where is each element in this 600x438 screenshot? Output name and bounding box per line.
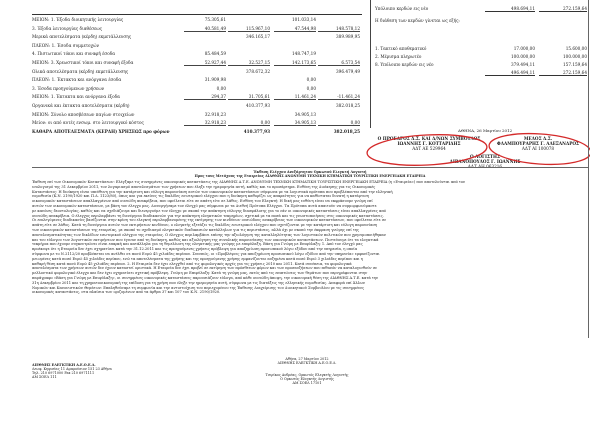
report-line: με κανόνες δεοντολογίας, καθώς και να σχεδιάζουμε και διενεργούμε τον έλεγχο με σκοπό την απόκτηση εύλογης διασφάλισης για το εάν οι οικονομικές καταστάσεις είναι απαλλαγμένες από xyxy=(32,208,386,213)
report-line: Νομικών και Κανονιστικών Θεμάτων: Επαληθεύσαμε τη συμφωνία και την αντιστοίχιση του περιεχομένου της Έκθεσης Διαχείρισης του Διοικητικού Συμβουλίου με τις συνημμένες xyxy=(32,285,365,290)
signer-id: ΑΔΤ ΑΕ 529964 xyxy=(412,146,446,151)
row-value: 148.578,12 xyxy=(318,26,360,32)
row-value: 272.159,64 xyxy=(539,6,587,12)
report-subtitle: Προς τους Μετόχους της Εταιρείας ΔΙΑΘΝΗΣ ΑΝΩΝΥΜΗ ΤΕΧΝΙΚΗ ΚΤΗΜΑΤΙΚΗ ΤΟΥΡΙΣΤΙΚΗ ΕΝΕΡΓΕΙΑΚΗ ΕΤΑΙΡΕΙΑ xyxy=(194,174,426,178)
row-value: 52.927,44 xyxy=(184,60,226,66)
row-label: ΜΕΙΟΝ: 3. Χρεωστικοί τόκοι και συναφή έξοδα xyxy=(32,60,134,65)
row-label: Υπόλοιπο κερδών εις νέο xyxy=(375,6,429,11)
red-circle-board-member xyxy=(488,130,590,167)
row-value: 0,00 xyxy=(306,85,316,91)
row-label: ΚΑΘΑΡΑ ΑΠΟΤΕΛΕΣΜΑΤΑ (ΚΕΡΔΗ) ΧΡΗΣΕΩΣ προ φόρων xyxy=(32,128,170,134)
row-value: 148.747,19 xyxy=(292,51,316,57)
row-label: ΜΕΙΟΝ: 1. Έξοδα διοικητικής λειτουργίας xyxy=(32,17,124,22)
stamp-line: ΑΜ ΣΟΕΛ 111 xyxy=(32,375,57,379)
report-line: των οικονομικών καταστάσεων της εταιρείας, με σκοπό το σχεδιασμό ελεγκτικών διαδικασιών κατάλληλων για τις περιστάσεις, αλλά όχι με σκοπό την έκφραση γνώμης επί της xyxy=(32,227,360,232)
row-label: 1. Τακτικό αποθεματικό xyxy=(375,46,427,51)
stamp-line: Λεωφ. Κηφισίας 11 Αμαρούσιον 151 23 Αθήνα xyxy=(32,367,112,371)
report-line: καθαρή θέση κατά ποσό Ευρώ 45 χιλιάδες περίπου. 2. Η Εταιρεία δεν έχει ελεγχθεί από τις φορολογικές αρχές για τις χρήσεις 2010 και 2011. Κατά συνέπεια, τα φορολογικά xyxy=(32,261,352,266)
row-label: 3. Έσοδα προηγούμενων χρήσεων xyxy=(32,85,105,91)
row-label: Μείον: οι από αυτές ενσωμ. στο λειτουργικό κόστος xyxy=(32,120,144,126)
audit-report-body xyxy=(32,180,588,295)
row-value: 34.905,13 xyxy=(274,120,316,126)
report-line: προέκυψε ότι η Εταιρεία δεν έχει σχηματίσει κατά την 31.12.2011 και τις προηγούμενες χρήσεις πρόβλεψη για αποζημίωση προσωπικού λόγω εξόδου από την υπηρεσία, η οποία xyxy=(32,247,358,252)
row-label: 4. Πιστωτικοί τόκοι και συναφή έσοδα xyxy=(32,51,116,57)
auditor-am: ΑΜ ΣΟΕΛ 17101 xyxy=(292,381,322,385)
auditor-title: Ο Ορκωτός Ελεγκτής Λογιστής xyxy=(280,377,334,381)
row-label: ΜΕΙΟΝ: 1. Έκτακτα και ανόργανα έξοδα xyxy=(32,94,120,100)
row-value: 11.461,24 xyxy=(274,94,316,100)
report-line: απάτη είτε σε λάθος. Κατά τη διενέργεια αυτών των εκτιμήσεων κινδύνου, ο ελεγκτής εξετάζει τις δικλίδες εσωτερικού ελέγχου που σχετίζονται με την κατάρτιση και εύλογη παρουσίαση xyxy=(32,223,378,228)
report-line: ουσιώδη ανακρίβεια. Ο έλεγχος περιλαμβάνει τη διενέργεια διαδικασιών για την απόκτηση ελεγκτικών τεκμηρίων, σχετικά με τα ποσά και τις γνωστοποιήσεις στις οικονομικές καταστάσεις. xyxy=(32,213,384,218)
row-value: 382.018,25 xyxy=(333,128,360,134)
row-value: 47.544,98 xyxy=(274,26,316,32)
row-value: 498.694,11 xyxy=(485,6,535,12)
report-line: νομοθεσία (Κ.Ν. 2190/1920 και Π.Δ. 1123/80), όπως και για εκείνες τις δικλίδες εσωτερικού ελέγχου που η διοίκηση καθορίζει ως απαραίτητες για να καθίσταται δυνατή η κατάρτιση xyxy=(32,194,369,199)
report-line: οικονομικών καταστάσεων απαλλαγμένων από ουσιώδη ανακρίβεια, που οφείλεται είτε σε απάτη είτε σε λάθος. Ευθύνη του Ελεγκτή: Η δική μας ευθύνη είναι να εκφράσουμε γνώμη επί xyxy=(32,199,373,204)
row-label: 8. Υπόλοιπο κερδών εις νέο xyxy=(375,62,434,67)
row-label: Μερικά αποτελέσματα (κέρδη) εκμετάλλευσης xyxy=(32,34,132,40)
row-value: 0,00 xyxy=(228,120,270,126)
row-value: 100.000,00 xyxy=(563,54,587,59)
row-value: 15.600,00 xyxy=(565,46,587,51)
row-value: 410.377,93 xyxy=(243,128,270,134)
row-value: 346.165,17 xyxy=(246,34,270,40)
row-value: 32.527,15 xyxy=(228,60,270,66)
row-value: 382.018,25 xyxy=(336,103,360,108)
row-label: ΠΛΕΟΝ: 1. Έσοδα συμμετοχών xyxy=(32,42,100,48)
signer-title: ΜΕΛΟΣ Δ.Σ. xyxy=(523,136,553,141)
page-edge xyxy=(588,0,589,338)
report-line: αποτελεσματικότητας των δικλίδων εσωτερικού ελέγχου της εταιρείας. Ο έλεγχος περιλαμβάνει επίσης την αξιολόγηση της καταλληλότητας των λογιστικών πολιτικών που χρησιμοποιήθηκαν xyxy=(32,232,386,237)
report-signoff xyxy=(202,357,412,385)
signer-name: ΙΩΑΝΝΗΣ Γ. ΚΟΤΤΑΡΙΔΗΣ xyxy=(397,141,461,146)
row-value: 6.573,54 xyxy=(318,60,360,66)
row-value: -11.461,24 xyxy=(318,94,360,100)
row-label: ΠΛΕΟΝ: 1. Έκτακτα και ανόργανα έσοδα xyxy=(32,77,122,83)
row-value: 75.305,61 xyxy=(204,17,226,22)
row-value: 389.989,95 xyxy=(336,34,360,40)
report-date: Αθήνα, 27 Μαρτίου 2012 xyxy=(285,357,329,361)
row-value: 17.000,00 xyxy=(513,46,535,51)
signer-name: ΦΛΑΜΠΟΥΡΑΡΗΣ Γ. ΑΛΕΞΑΝΔΡΟΣ xyxy=(497,141,579,146)
signer-name: ΛΙΒΑΝΟΠΟΥΛΟΣ Γ. ΙΩΑΝΝΗΣ xyxy=(449,159,521,164)
signer-title: Ο ΠΡΟΕΔΡΟΣ Δ.Σ. ΚΑΙ Δ/ΝΩΝ ΣΥΜΒΟΥΛΟΣ xyxy=(377,136,481,141)
row-value: 378.672,32 xyxy=(246,68,270,74)
report-line: Έκθεση επί των Οικονομικών Καταστάσεων: Ελέγξαμε τις συνημμένες οικονομικές καταστάσεις της ΔΙΑΘΝΗΣ Α.Τ.Ε. ΑΝΩΝΥΜΗ ΤΕΧΝΙΚΗ ΚΤΗΜΑΤΙΚΗ ΤΟΥΡΙΣΤΙΚΗ ΕΝΕΡΓΕΙΑΚΗ ΕΤΑΙΡΕΙΑ (η «Εταιρεία») που αποτελούνται από τον xyxy=(32,180,466,184)
report-line: Καταστάσεις: Η διοίκηση είναι υπεύθυνη για την κατάρτιση και εύλογη παρουσίαση αυτών των οικονομικών καταστάσεων σύμφωνα με τα λογιστικά πρότυπα που προβλέπονται από την ελληνική xyxy=(32,189,393,194)
stamp-line: ΔΙΕΘΝΗΣ ΕΛΕΓΚΤΙΚΗ Α.Ε.Ο.Ε.Λ. xyxy=(32,363,96,367)
report-title: Έκθεση Ελέγχου Ανεξάρτητου Ορκωτού Ελεγκτή Λογιστή xyxy=(253,170,367,174)
report-line: αυτών των οικονομικών καταστάσεων, με βάση τον έλεγχο μας. Διενεργήσαμε τον έλεγχό μας σύμφωνα με τα Διεθνή Πρότυπα Ελέγχου. Τα Πρότυπα αυτά απαιτούν να συμμορφωνόμαστε xyxy=(32,203,377,208)
row-label: ΜΕΙΟΝ: Σύνολο αποσβέσεων παγίων στοιχείων xyxy=(32,111,135,117)
signer-id: ΑΔΤ ΑΗ 063216 xyxy=(467,164,503,169)
row-label: Ολικά αποτελέσματα (κέρδη) εκμετάλλευσης xyxy=(32,68,129,74)
row-value: 40.581,49 xyxy=(184,26,226,32)
row-label: Η διάθεση των κερδών γίνεται ως εξής: xyxy=(375,18,460,23)
row-value: 396.479,49 xyxy=(336,68,360,74)
row-value: 272.159,64 xyxy=(539,70,587,76)
row-label: Οργανικά και έκτακτα αποτελέσματα (κέρδη) xyxy=(32,103,130,108)
row-value: 0,00 xyxy=(318,120,360,126)
row-value: 85.484,59 xyxy=(204,51,226,57)
row-value: 294,37 xyxy=(184,94,226,100)
row-value: 31.705,61 xyxy=(228,94,270,100)
row-value: 34.905,13 xyxy=(294,111,316,117)
report-line: οικονομικές καταστάσεις, στα πλαίσια των οριζομένων από τα άρθρα 37 και 107 του Κ.Ν. 2190/1920. xyxy=(32,290,221,295)
signature-date: ΑΘΗΝΑ, 26 Μαρτίου 2012 xyxy=(458,128,513,133)
report-line: μειωμένες κατά ποσό Ευρώ 45 χιλιάδες περίπου, ενώ τα αποτελέσματα της χρήσης και της προηγούμενης χρήσης εμφανίζονται αυξημένα κατά ποσό Ευρώ 3 χιλιάδες περίπου και η xyxy=(32,256,363,261)
report-line: τεκμήρια που έχουμε συγκεντρώσει είναι επαρκή και κατάλληλα για τη θεμελίωση της ελεγκτικής μας γνώμης με επιφύλαξη. Βάση για Γνώμη με Επιφύλαξη: 1. Από τον έλεγχό μας xyxy=(32,242,363,247)
row-value: 115.967,10 xyxy=(228,26,270,32)
report-heading xyxy=(32,170,588,178)
row-value: 0,00 xyxy=(306,77,316,83)
signer-title: Ο ΛΟΓΙΣΤΗΣ xyxy=(470,154,500,159)
auditor-name: Τσιρίκος Ανδρέας, Ορκωτός Ελεγκτής Λογιστής xyxy=(265,373,349,377)
row-value: 0,00 xyxy=(216,85,226,91)
report-line: παράγραφο «Βάση για Γνώμη με Επιφύλαξη», οι συνημμένες οικονομικές καταστάσεις παρουσιάζουν εύλογα, από κάθε ουσιώδη άποψη, την οικονομική θέση της ΔΙΑΘΝΗΣ Α.Τ.Ε. κατά την xyxy=(32,275,379,280)
report-line: αποτελέσματα των χρήσεων αυτών δεν έχουν καταστεί οριστικά. Η Εταιρεία δεν έχει προβεί σε εκτίμηση των πρόσθετων φόρων και των προσαυξήσεων που πιθανόν να καταλογισθούν σε xyxy=(32,266,378,271)
row-value: 496.494,11 xyxy=(485,70,535,76)
row-label: 2. Μέρισμα πληρωτέο xyxy=(375,54,422,59)
section-divider xyxy=(32,167,588,168)
report-line: σύμφωνα με το Ν.2112/20 προβλέπεται να ανέλθει σε ποσό Ευρώ 45 χιλιάδες περίπου. Συνεπώς, οι «Προβλέψεις για αποζημίωση προσωπικού λόγω εξόδου από την υπηρεσία» εμφανίζονται xyxy=(32,251,380,256)
red-circle-president xyxy=(366,132,487,168)
row-value: 157.159,64 xyxy=(563,62,587,67)
row-value: 101.033,14 xyxy=(292,17,316,22)
row-value: 410.377,93 xyxy=(246,103,270,108)
row-value: 142.173,65 xyxy=(274,60,316,66)
report-line: ισολογισμό της 31 Δεκεμβρίου 2011, τον λογαριασμό αποτελεσμάτων των χρήσεων που έληξε την ημερομηνία αυτή, καθώς και το προσάρτημα. Ευθύνη της Διοίκησης για τις Οικονομικές xyxy=(32,184,376,189)
row-value: 31.909,98 xyxy=(204,77,226,83)
report-line: μελλοντικό φορολογικό έλεγχο και δεν έχει σχηματίσει σχετική πρόβλεψη. Γνώμη με Επιφύλαξη: Κατά τη γνώμη μας, εκτός από τις επιπτώσεις των θεμάτων που περιγράφονται στην xyxy=(32,271,368,276)
row-value: 32.918,23 xyxy=(184,120,226,126)
row-value: 379.494,11 xyxy=(511,62,535,67)
stamp-line: Τηλ. 210 6971000 Fax 210 6971111 xyxy=(32,371,95,375)
signer-id: ΑΔΤ ΑΙ 100078 xyxy=(521,146,555,151)
audit-firm: ΔΙΕΘΝΗΣ ΕΛΕΓΚΤΙΚΗ Α.Ε.Ο.Ε.Λ. xyxy=(277,361,337,365)
row-label: 3. Έξοδα λειτουργίας διαθέσεως xyxy=(32,25,103,31)
row-value: 100.000,00 xyxy=(511,54,535,59)
report-line: και του εύλογου των λογιστικών εκτιμήσεων που έγιναν από τη διοίκηση, καθώς και αξιολόγηση της συνολικής παρουσίασης των οικονομικών καταστάσεων. Πιστεύουμε ότι τα ελεγκτικά xyxy=(32,237,379,242)
financial-statement-page xyxy=(22,0,590,438)
firm-stamp xyxy=(32,363,162,379)
report-line: Οι επιλεγόμενες διαδικασίες βασίζονται στην κρίση του ελεγκτή περιλαμβανομένης της εκτίμησης των κινδύνων ουσιώδους ανακρίβειας των οικονομικών καταστάσεων, που οφείλεται είτε σε xyxy=(32,218,387,223)
report-line: 31η Δεκεμβρίου 2011 και τη χρηματοοικονομική της επίδοση για τη χρήση που έληξε την ημερομηνία αυτή, σύμφωνα με τις διατάξεις της ελληνικής νομοθεσίας. Αναφορά επί Άλλων xyxy=(32,280,366,285)
row-value: 32.918,23 xyxy=(204,111,226,117)
